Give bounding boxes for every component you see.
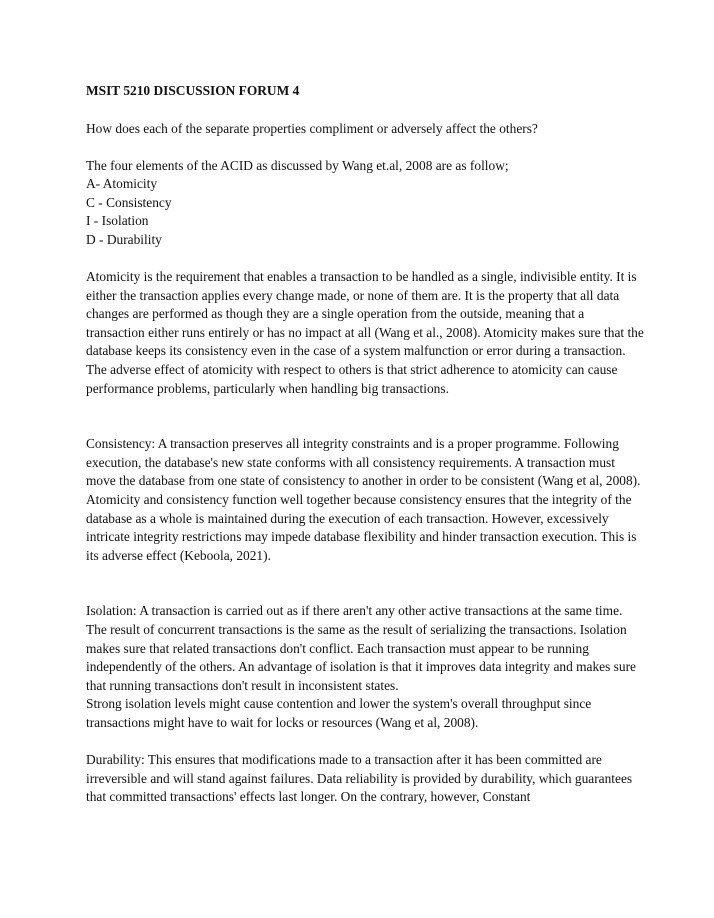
durability-paragraph: Durability: This ensures that modifications made to a transaction after it has been committed are irreversible and will stand against failures. Data reliability is provided by durability, which guarantees that committed transactions' effects last longer. On the contrary, however, Constant	[86, 752, 633, 805]
atomicity-paragraph: Atomicity is the requirement that enables a transaction to be handled as a single, indivisible entity. It is either the transaction applies every change made, or none of them are. It is the property that all data changes are performed as though they are a single operation from the outside, meaning that a transaction either runs entirely or has no impact at all (Wang et al., 2008). Atomicity makes sure that the database keeps its consistency even in the case of a system malfunction or error during a transaction. The adverse effect of atomicity with respect to others is that strict adherence to atomicity can cause performance problems, particularly when handling big transactions.	[86, 269, 644, 396]
acid-list	[86, 175, 646, 249]
spacer	[86, 101, 646, 120]
consistency-paragraph: Consistency: A transaction preserves all integrity constraints and is a proper programme. Following execution, the database's new state conforms with all consistency requirements. A transaction must move the database from one state of consistency to another in order to be consistent (Wang et al, 2008). Atomicity and consistency function well together because consistency ensures that the integrity of the database as a whole is maintained during the execution of each transaction. However, excessively intricate integrity restrictions may impede database flexibility and hinder transaction execution. This is its adverse effect (Keboola, 2021).	[86, 436, 641, 563]
acid-list-item-consistency: C - Consistency	[86, 194, 172, 210]
spacer	[86, 138, 646, 157]
spacer	[86, 733, 646, 752]
document-page	[86, 82, 646, 807]
question-text: How does each of the separate properties compliment or adversely affect the others?	[86, 120, 538, 136]
intro-text: The four elements of the ACID as discussed by Wang et.al, 2008 are as follow;	[86, 157, 509, 173]
spacer	[86, 250, 646, 269]
document-title: MSIT 5210 DISCUSSION FORUM 4	[86, 83, 300, 98]
spacer	[86, 565, 646, 602]
acid-list-item-atomicity: A- Atomicity	[86, 176, 158, 192]
acid-list-item-durability: D - Durability	[86, 231, 162, 247]
spacer	[86, 398, 646, 435]
isolation-paragraph: Isolation: A transaction is carried out as if there aren't any other active transactions at the same time. The result of concurrent transactions is the same as the result of serializing the transactions. Isolation makes sure that related transactions don't conflict. Each transaction must appear to be running independently of the others. An advantage of isolation is that it improves data integrity and makes sure that running transactions don't result in inconsistent states.	[86, 603, 636, 693]
isolation-paragraph-continued: Strong isolation levels might cause contention and lower the system's overall throughput since transactions might have to wait for locks or resources (Wang et al, 2008).	[86, 696, 592, 730]
acid-list-item-isolation: I - Isolation	[86, 213, 149, 229]
